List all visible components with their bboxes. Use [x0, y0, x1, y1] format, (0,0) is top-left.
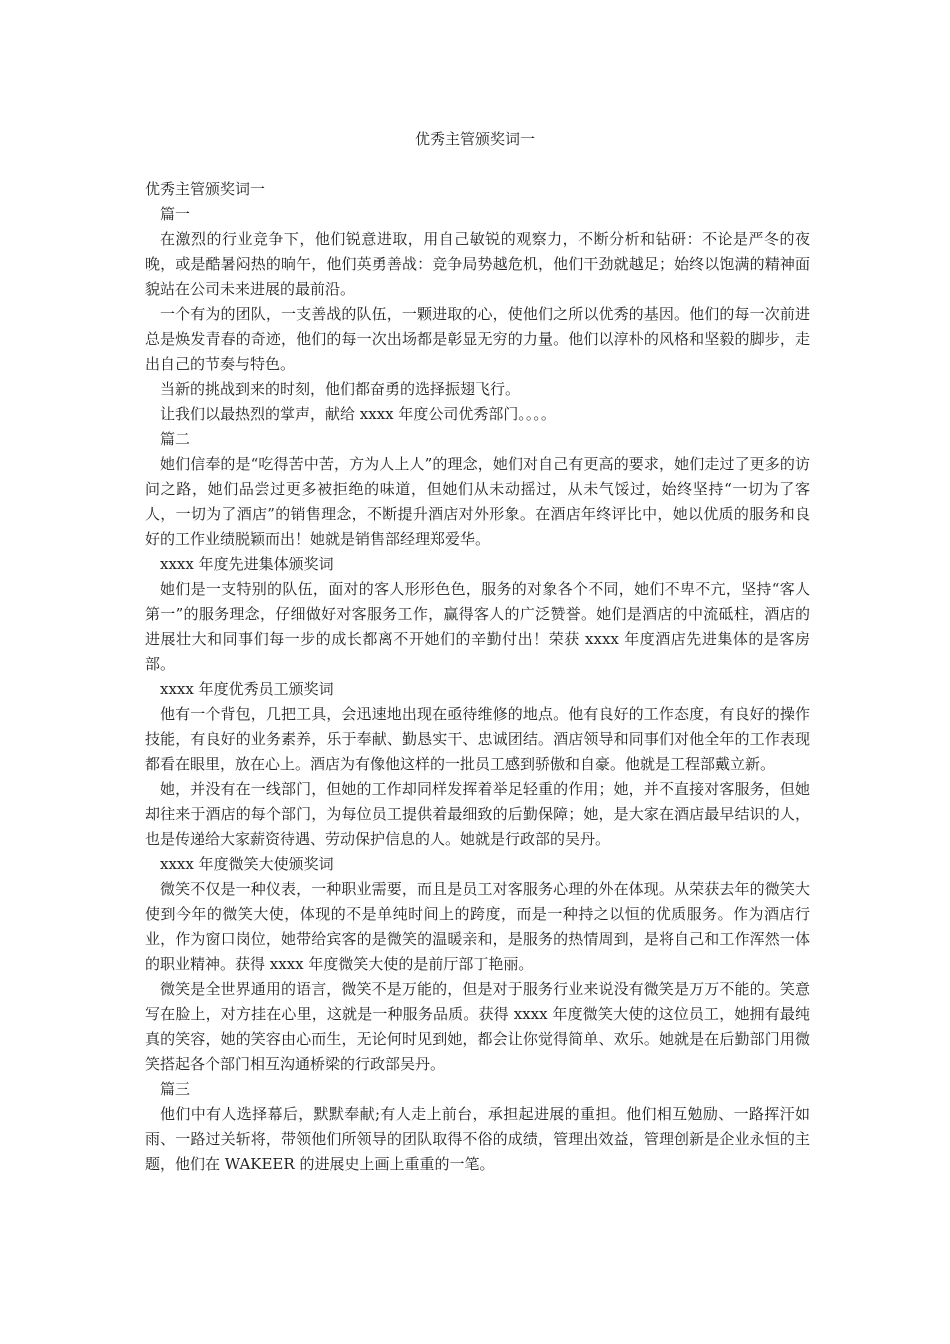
paragraph: 她，并没有在一线部门，但她的工作却同样发挥着举足轻重的作用；她，并不直接对客服务，但她却往来于酒店的每个部门，为每位员工提供着最细致的后勤保障；她，是大家在酒店最早结识的人，也是传递给大家薪资待遇、劳动保护信息的人。她就是行政部的吴丹。 [145, 780, 810, 848]
paragraph: 她们信奉的是“吃得苦中苦，方为人上人”的理念，她们对自己有更高的要求，她们走过了更多的访问之路，她们品尝过更多被拒绝的味道，但她们从未动摇过，从未气馁过，始终坚持“一切为了客人，一切为了酒店”的销售理念，不断提升酒店对外形象。在酒店年终评比中，她以优质的服务和良好的工作业绩脱颖而出！她就是销售部经理郑爱华。 [145, 455, 810, 548]
document-body [145, 177, 810, 1177]
paragraph: 微笑是全世界通用的语言，微笑不是万能的，但是对于服务行业来说没有微笑是万万不能的。笑意写在脸上，对方挂在心里，这就是一种服务品质。获得 xxxx 年度微笑大使的这位员工，她拥有最纯真的笑容，她的笑容由心而生，无论何时见到她，都会让你觉得简单、欢乐。她就是在后勤部门用微笑搭起各个部门相互沟通桥梁的行政部吴丹。 [145, 980, 810, 1073]
section-heading: 篇一 [160, 205, 191, 223]
paragraph: 他有一个背包，几把工具，会迅速地出现在亟待维修的地点。他有良好的工作态度，有良好的操作技能，有良好的业务素养，乐于奉献、勤恳实干、忠诚团结。酒店领导和同事们对他全年的工作表现都看在眼里，放在心上。酒店为有像他这样的一批员工感到骄傲和自豪。他就是工程部戴立新。 [145, 705, 810, 773]
paragraph: 他们中有人选择幕后，默默奉献;有人走上前台，承担起进展的重担。他们相互勉励、一路挥汗如雨、一路过关斩将，带领他们所领导的团队取得不俗的成绩，管理出效益，管理创新是企业永恒的主题，他们在 WAKEER 的进展史上画上重重的一笔。 [145, 1105, 810, 1173]
section-heading: xxxx 年度先进集体颁奖词 [160, 555, 334, 573]
page-title: 优秀主管颁奖词一 [414, 130, 535, 148]
document-subtitle: 优秀主管颁奖词一 [145, 180, 266, 198]
paragraph: 一个有为的团队，一支善战的队伍，一颗进取的心，使他们之所以优秀的基因。他们的每一次前进总是焕发青春的奇迹，他们的每一次出场都是彰显无穷的力量。他们以淳朴的风格和坚毅的脚步，走出自己的节奏与特色。 [145, 305, 810, 373]
paragraph: 微笑不仅是一种仪表，一种职业需要，而且是员工对客服务心理的外在体现。从荣获去年的微笑大使到今年的微笑大使，体现的不是单纯时间上的跨度，而是一种持之以恒的优质服务。作为酒店行业，作为窗口岗位，她带给宾客的是微笑的温暖亲和，是服务的热情周到，是将自己和工作浑然一体的职业精神。获得 xxxx 年度微笑大使的是前厅部丁艳丽。 [145, 880, 810, 973]
paragraph: 在激烈的行业竞争下，他们锐意进取，用自己敏锐的观察力，不断分析和钻研：不论是严冬的夜晚，或是酷暑闷热的晌午，他们英勇善战：竞争局势越危机，他们干劲就越足；始终以饱满的精神面貌站在公司未来进展的最前沿。 [145, 230, 810, 298]
paragraph: 她们是一支特别的队伍，面对的客人形形色色，服务的对象各个不同，她们不卑不亢，坚持“客人第一”的服务理念，仔细做好对客服务工作，赢得客人的广泛赞誉。她们是酒店的中流砥柱，酒店的进展壮大和同事们每一步的成长都离不开她们的辛勤付出！荣获 xxxx 年度酒店先进集体的是客房部。 [145, 580, 810, 673]
section-heading: 篇二 [160, 430, 191, 448]
paragraph: 当新的挑战到来的时刻，他们都奋勇的选择振翅飞行。 [160, 380, 521, 398]
section-heading: xxxx 年度优秀员工颁奖词 [160, 680, 334, 698]
paragraph: 让我们以最热烈的掌声，献给 xxxx 年度公司优秀部门。。。。 [160, 405, 556, 423]
section-heading: 篇三 [160, 1080, 191, 1098]
section-heading: xxxx 年度微笑大使颁奖词 [160, 855, 334, 873]
